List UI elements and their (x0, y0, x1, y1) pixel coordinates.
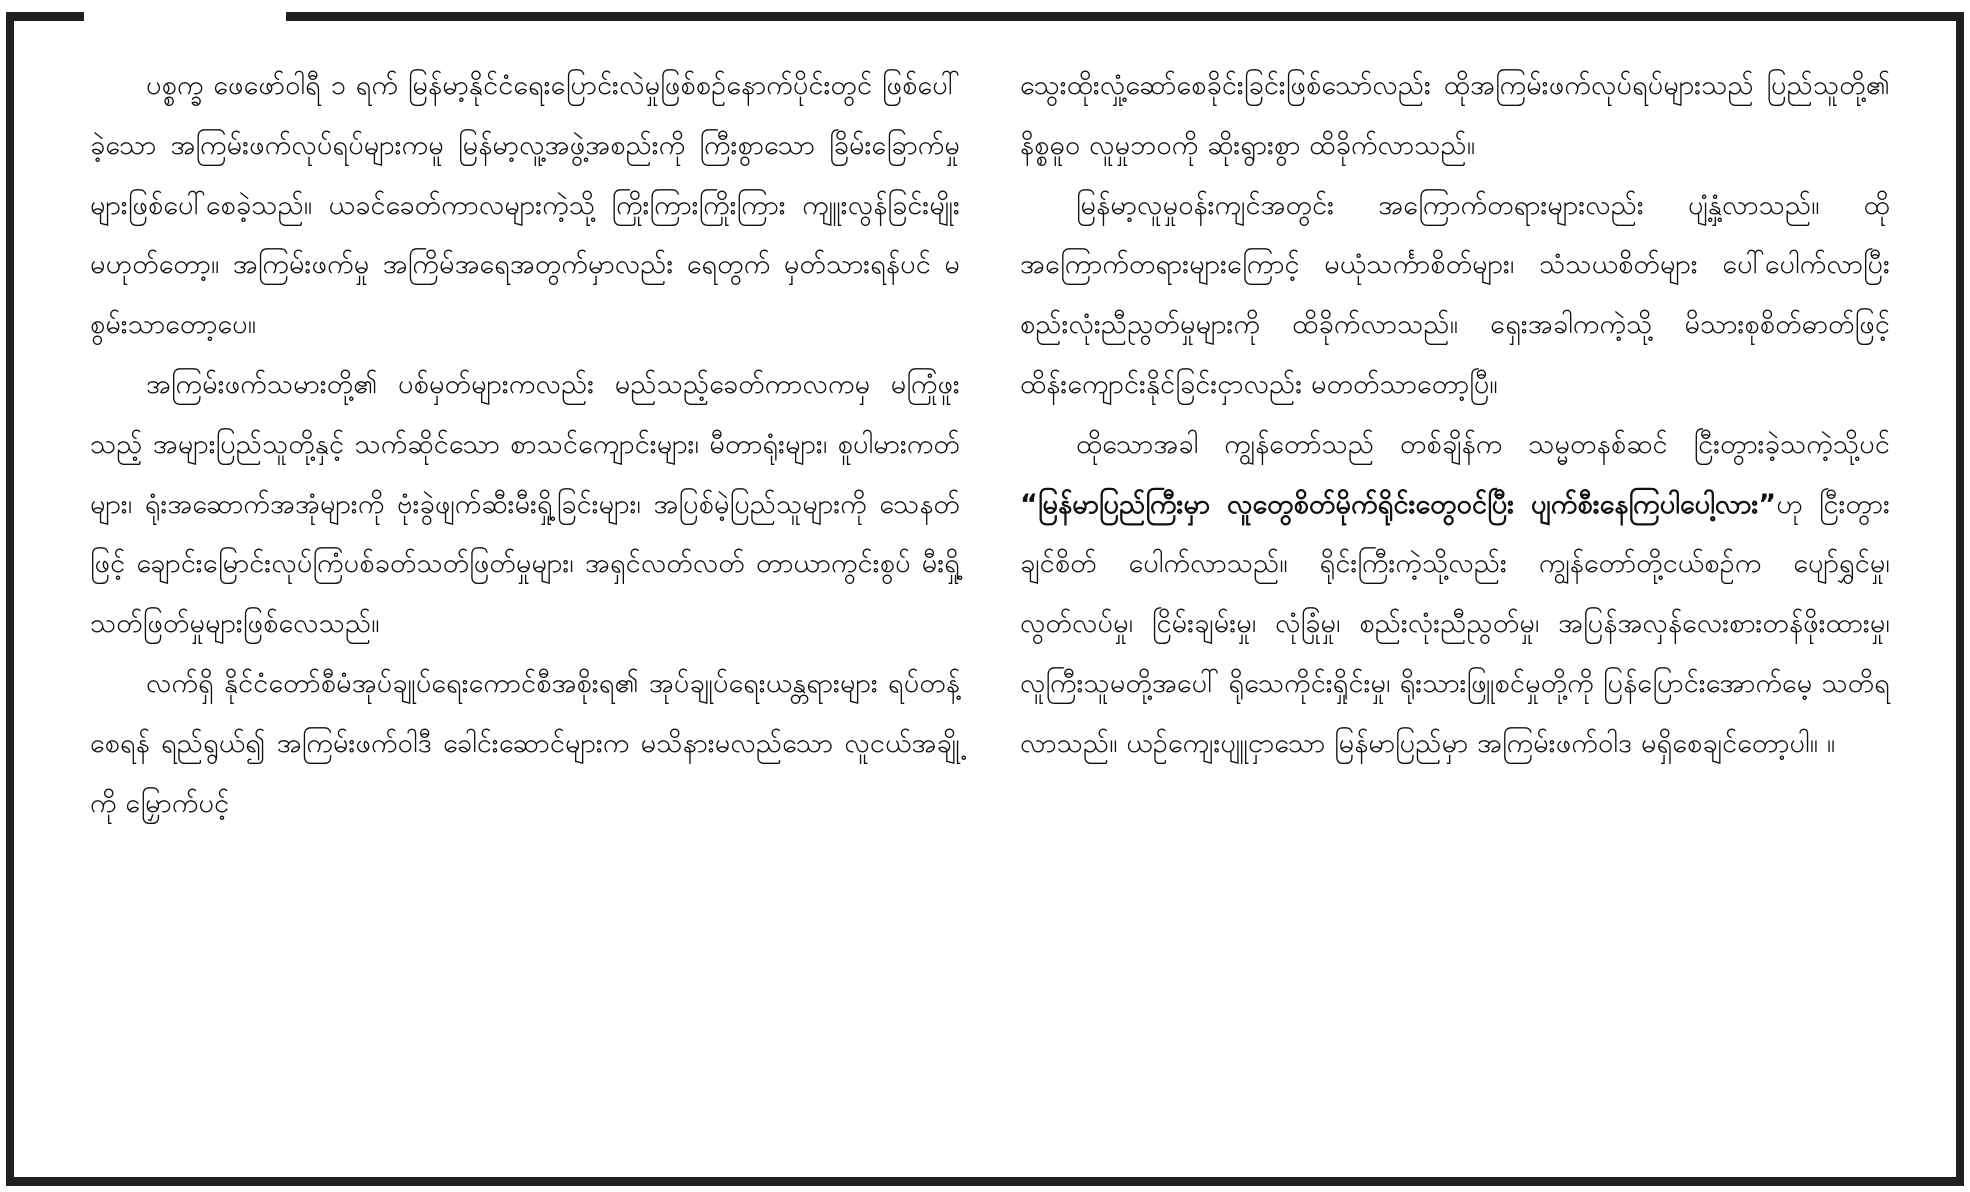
right-paragraph-3 (1020, 415, 1890, 774)
right-paragraph-2-text: မြန်မာ့လူမှုဝန်းကျင်အတွင်း အကြောက်တရားများလည်း ပျံ့နှံ့လာသည်။ ထိုအကြောက်တရားများကြောင့် မယုံသင်္ကာစိတ်များ၊ သံသယစိတ်များ ပေါ်ပေါက်လာပြီး စည်းလုံးညီညွတ်မှုများကို ထိခိုက်လာသည်။ ရှေးအခါကကဲ့သို့ မိသားစုစိတ်ဓာတ်ဖြင့် ထိန်းကျောင်းနိုင်ခြင်းငှာလည်း မတတ်သာတော့ပြီ။ (1020, 189, 1890, 400)
border-left (6, 12, 14, 1184)
left-paragraph-2: အကြမ်းဖက်သမားတို့၏ ပစ်မှတ်များကလည်း မည်သည့်ခေတ်ကာလကမှ မကြုံဖူးသည့် အများပြည်သူတို့နှင့် သက်ဆိုင်သော စာသင်ကျောင်းများ၊ မီတာရုံးများ၊ စူပါမားကတ်များ၊ ရုံးအဆောက်အအုံများကို ဗုံးခွဲဖျက်ဆီးမီးရှို့ခြင်းများ၊ အပြစ်မဲ့ပြည်သူများကို သေနတ်ဖြင့် ချောင်းမြောင်းလုပ်ကြံပစ်ခတ်သတ်ဖြတ်မှုများ၊ အရှင်လတ်လတ် တာယာကွင်းစွပ် မီးရှို့သတ်ဖြတ်မှုများဖြစ်လေသည်။ (90, 368, 960, 640)
border-bottom (6, 1177, 1964, 1186)
border-top-right (286, 12, 1964, 21)
right-column (1020, 56, 1890, 774)
right-paragraph-2 (1020, 176, 1890, 415)
quoted-bold-text: “မြန်မာပြည်ကြီးမှာ လူတွေစိတ်မိုက်ရိုင်းတွေဝင်ပြီး ပျက်စီးနေကြပါပေါ့လား” (1020, 488, 1777, 520)
border-top-left (6, 12, 84, 21)
right-paragraph-1 (1020, 56, 1890, 176)
right-paragraph-3-text-after: ဟု ငြီးတွားချင်စိတ် ပေါက်လာသည်။ ရိုင်းကြီးကဲ့သို့လည်း ကျွန်တော်တို့ငယ်စဉ်က ပျော်ရွှင်မှု၊ လွတ်လပ်မှု၊ ငြိမ်းချမ်းမှု၊ လုံခြုံမှု၊ စည်းလုံးညီညွတ်မှု၊ အပြန်အလှန်လေးစားတန်ဖိုးထားမှု၊ လူကြီးသူမတို့အပေါ် ရိုသေကိုင်းရှိုင်းမှု၊ ရိုးသားဖြူစင်မှုတို့ကို ပြန်ပြောင်းအောက်မေ့ သတိရလာသည်။ ယဉ်ကျေးပျူငှာသော မြန်မာပြည်မှာ အကြမ်းဖက်ဝါဒ မရှိစေချင်တော့ပါ။ ။ (1020, 488, 1890, 759)
left-paragraph-3: လက်ရှိ နိုင်ငံတော်စီမံအုပ်ချုပ်ရေးကောင်စီအစိုးရ၏ အုပ်ချုပ်ရေးယန္တရားများ ရပ်တန့်စေရန် ရည်ရွယ်၍ အကြမ်းဖက်ဝါဒီ ခေါင်းဆောင်များက မသိနားမလည်သော လူငယ်အချို့ကို မြှောက်ပင့် (90, 667, 960, 819)
left-paragraph-1: ပစ္စက္ခ ဖေဖော်ဝါရီ ၁ ရက် မြန်မာ့နိုင်ငံရေးပြောင်းလဲမှုဖြစ်စဉ်နောက်ပိုင်းတွင် ဖြစ်ပေါ်ခဲ့သော အကြမ်းဖက်လုပ်ရပ်များကမူ မြန်မာ့လူ့အဖွဲ့အစည်းကို ကြီးစွာသော ခြိမ်းခြောက်မှုများဖြစ်ပေါ်စေခဲ့သည်။ ယခင်ခေတ်ကာလများကဲ့သို့ ကြိုးကြားကြိုးကြား ကျူးလွန်ခြင်းမျိုးမဟုတ်တော့။ အကြမ်းဖက်မှု အကြိမ်အရေအတွက်မှာလည်း ရေတွက် မှတ်သားရန်ပင် မစွမ်းသာတော့ပေ။ (90, 70, 960, 341)
border-right (1956, 12, 1964, 1184)
right-paragraph-1-text: သွေးထိုးလှုံ့ဆော်စေခိုင်းခြင်းဖြစ်သော်လည်း ထိုအကြမ်းဖက်လုပ်ရပ်များသည် ပြည်သူတို့၏ နိစ္စဓူဝ လူမှုဘဝကို ဆိုးရွားစွာ ထိခိုက်လာသည်။ (1020, 70, 1890, 161)
left-column (90, 56, 960, 833)
right-paragraph-3-text-before: ထိုသောအခါ ကျွန်တော်သည် တစ်ချိန်က သမ္မတနစ်ဆင် ငြီးတွားခဲ့သကဲ့သို့ပင် (1076, 428, 1890, 460)
